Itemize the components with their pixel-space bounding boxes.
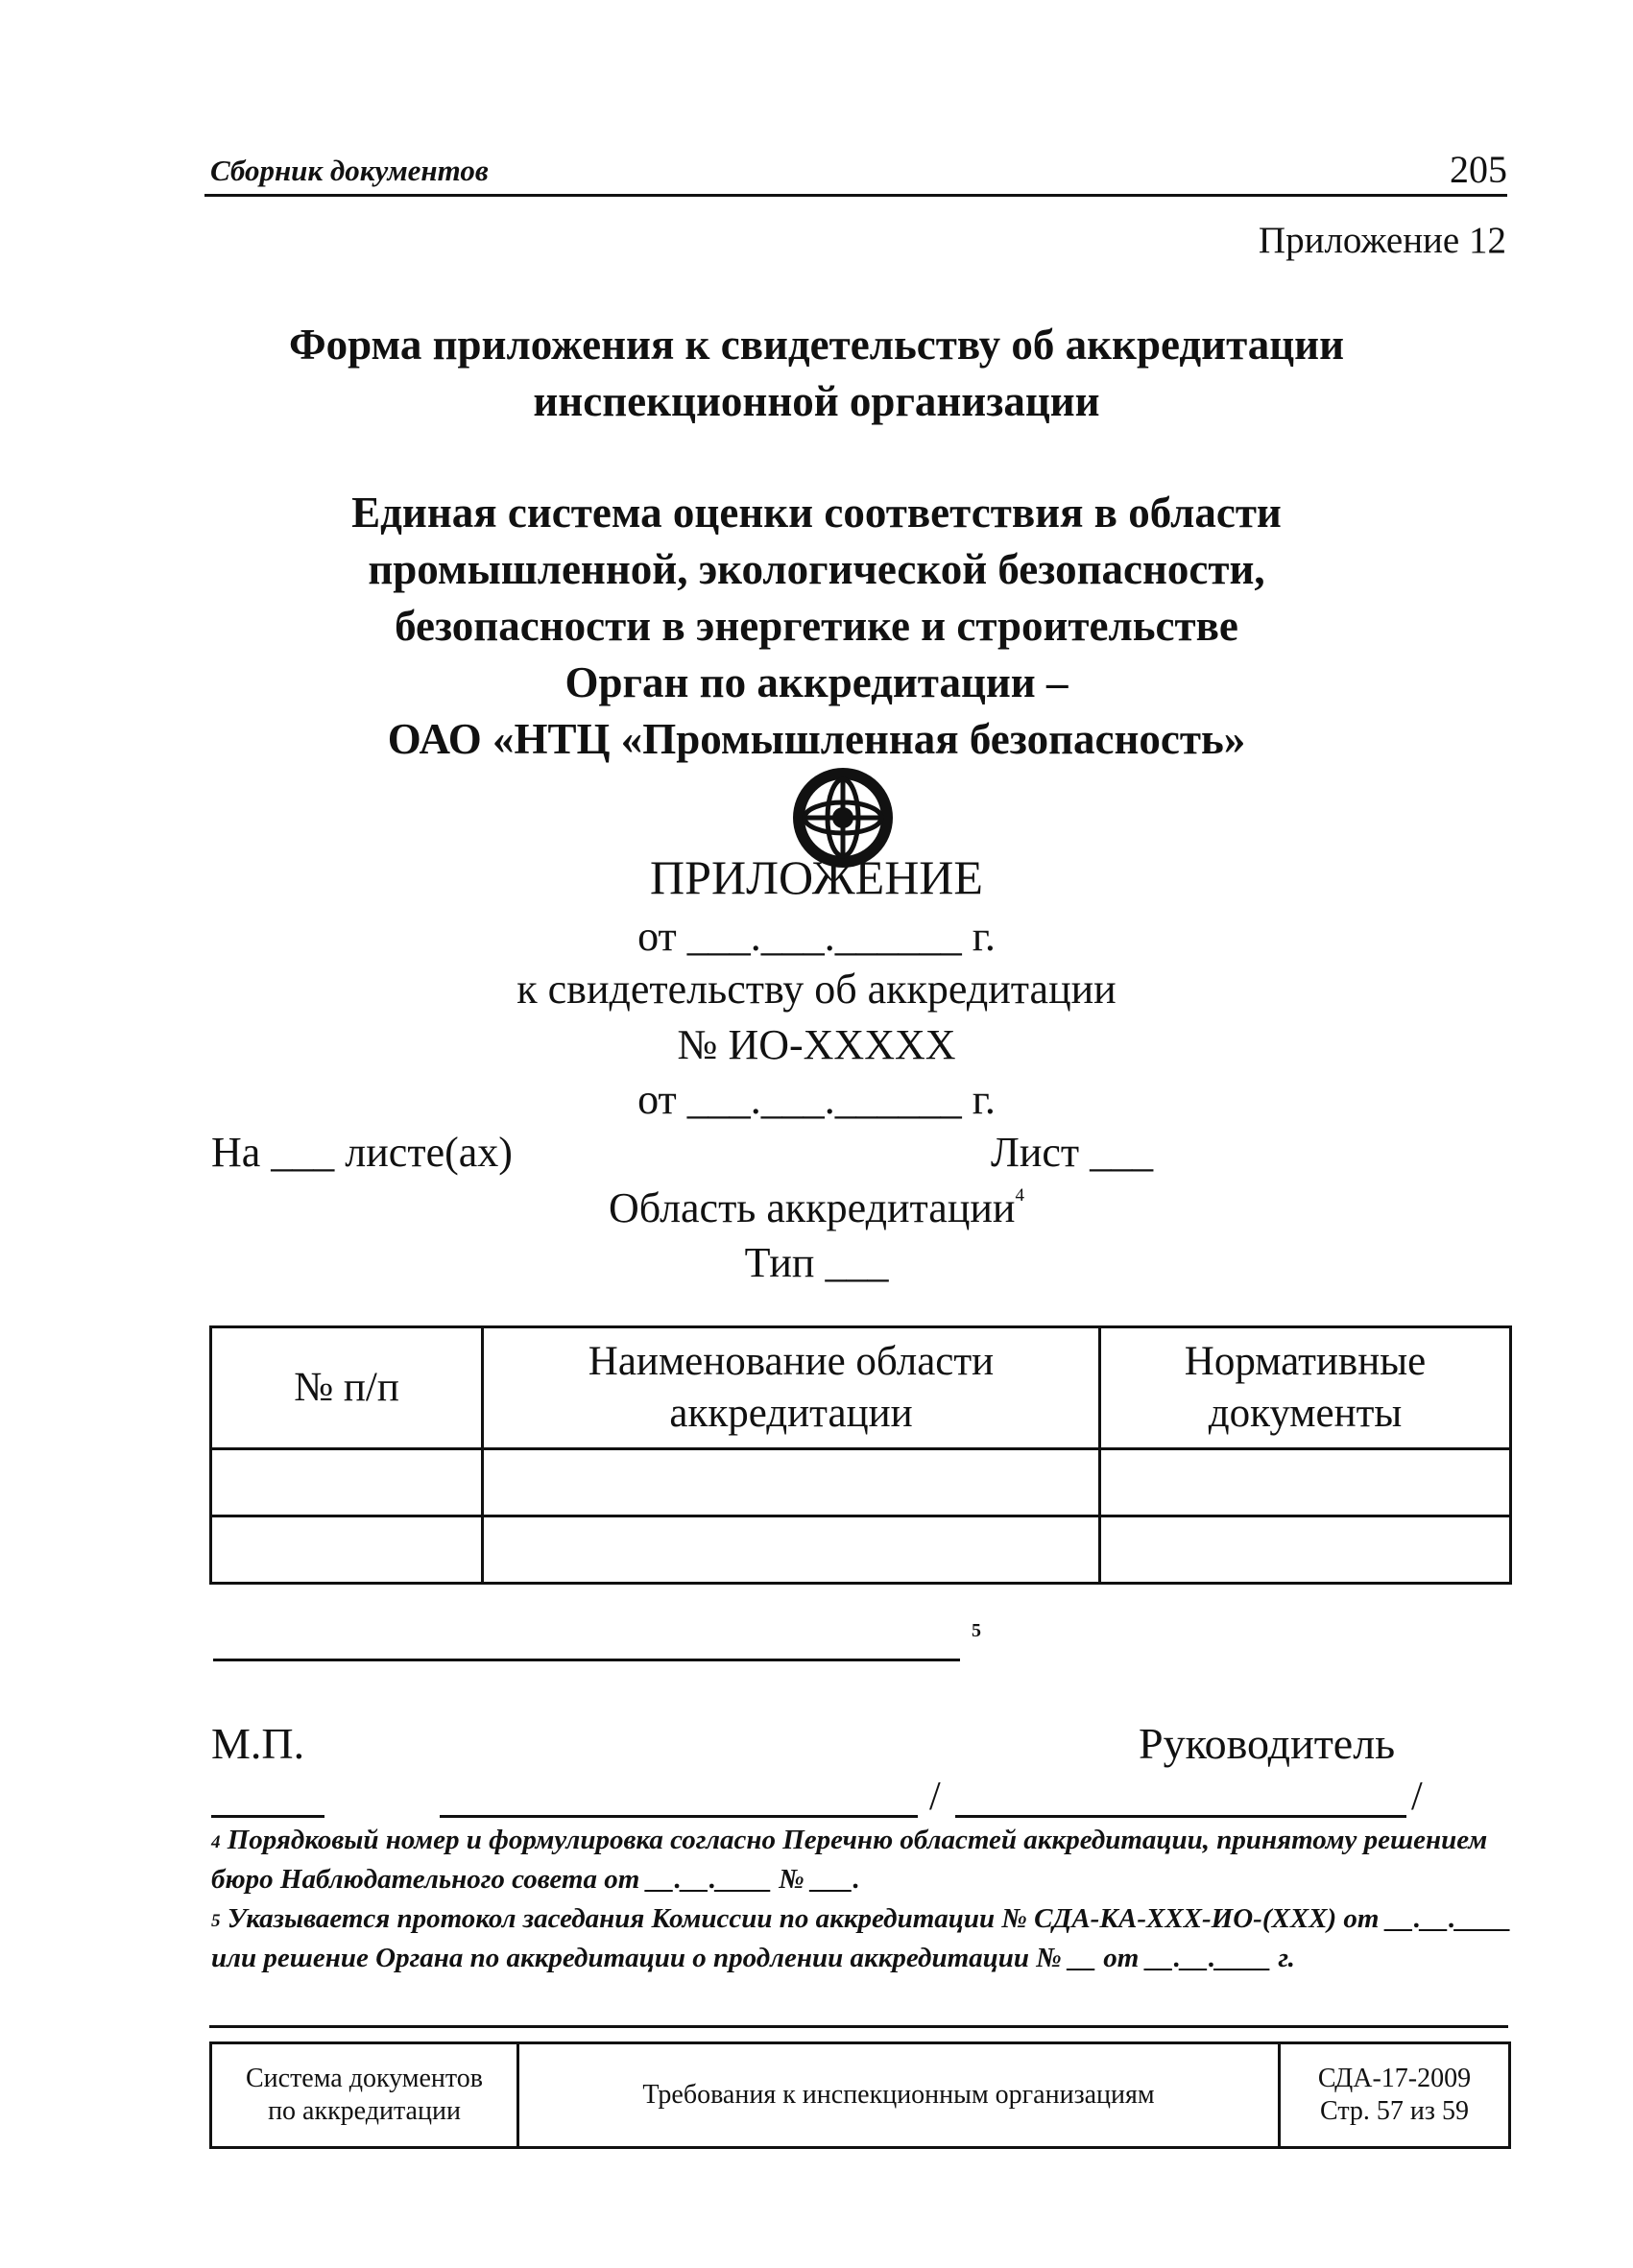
system-title (0, 485, 1633, 768)
certificate-number: № ИО-XXXXX (677, 1021, 956, 1068)
footer-page-info: Стр. 57 из 59 (1320, 2096, 1469, 2126)
table-cell (483, 1449, 1100, 1516)
name-line (955, 1815, 1406, 1818)
protocol-blank-line (213, 1659, 960, 1661)
page-number: 205 (1450, 148, 1507, 191)
stamp-label: М.П. (211, 1719, 305, 1768)
date-line-2: от ___.___.______ г. (637, 1076, 996, 1123)
sheets-total: На ___ листе(ах) (211, 1129, 513, 1176)
appendix-label: Приложение 12 (1258, 220, 1506, 261)
system-title-line-3: безопасности в энергетике и строительстве (395, 602, 1238, 650)
stamp-line (211, 1815, 324, 1818)
system-title-line-1: Единая система оценки соответствия в области (351, 489, 1282, 537)
footnote-4-text: Порядковый номер и формулировка согласно Перечню областей аккредитации, принятому решением бюро Наблюдательного совета от __.__.____ № ___. (211, 1825, 1488, 1895)
footer-doc-system-line-1: Система документов (245, 2064, 483, 2093)
scope-table-header-row (211, 1327, 1511, 1449)
attachment-title: ПРИЛОЖЕНИЕ (650, 850, 983, 904)
footnote-4-mark: 4 (211, 1832, 221, 1852)
document-footer (209, 2041, 1511, 2149)
footer-doc-system-line-2: по аккредитации (268, 2096, 461, 2126)
table-cell (211, 1516, 483, 1584)
type-label: Тип ___ (744, 1239, 889, 1286)
scope-label (0, 1183, 1633, 1232)
footer-doc-code-number: СДА-17-2009 (1317, 2064, 1472, 2093)
scope-table (209, 1325, 1512, 1585)
table-cell (211, 1449, 483, 1516)
date-line-1: от ___.___.______ г. (637, 913, 996, 960)
header-scope-name: Наименование области аккредитации (483, 1327, 1100, 1449)
table-cell (1100, 1449, 1511, 1516)
system-title-line-2: промышленной, экологической безопасности, (368, 545, 1265, 593)
table-cell (1100, 1516, 1511, 1584)
head-label: Руководитель (1139, 1719, 1396, 1768)
signature-separator-end: / (1411, 1775, 1423, 1819)
footnote-5-mark: 5 (211, 1911, 221, 1931)
footnote-mark-5: 5 (972, 1620, 981, 1641)
sheet-number: Лист ___ (991, 1129, 1154, 1176)
form-title-line-1: Форма приложения к свидетельству об аккредитации (288, 321, 1345, 369)
form-title (0, 317, 1633, 430)
footer-row (211, 2043, 1510, 2148)
to-certificate-text: к свидетельству об аккредитации (516, 966, 1117, 1013)
table-row (211, 1449, 1511, 1516)
footer-doc-title: Требования к инспекционным организациям (518, 2043, 1280, 2148)
footnote-5-text: Указывается протокол заседания Комиссии по аккредитации № СДА-КА-XXX-ИО-(XXX) от __.__.____ или решение Органа по аккредитации о продлении аккредитации № __ от __.__.____ г. (211, 1903, 1512, 1973)
system-title-line-4: Орган по аккредитации – (564, 658, 1069, 706)
header-normative-docs: Нормативные документы (1100, 1327, 1511, 1449)
table-row (211, 1516, 1511, 1584)
header-number: № п/п (211, 1327, 483, 1449)
footer-doc-system (211, 2043, 518, 2148)
signature-separator: / (929, 1775, 941, 1819)
footer-doc-code (1280, 2043, 1510, 2148)
system-title-line-5: ОАО «НТЦ «Промышленная безопасность» (387, 715, 1246, 763)
table-cell (483, 1516, 1100, 1584)
scope-label-text: Область аккредитации (609, 1184, 1016, 1231)
form-title-line-2: инспекционной организации (533, 377, 1100, 425)
collection-title: Сборник документов (210, 154, 489, 187)
footnote-4 (211, 1821, 1517, 1899)
scope-footnote-mark: 4 (1015, 1185, 1024, 1206)
footer-rule (209, 2025, 1508, 2028)
running-header (204, 144, 1507, 197)
signature-line (440, 1815, 918, 1818)
footnote-5 (211, 1899, 1517, 1978)
